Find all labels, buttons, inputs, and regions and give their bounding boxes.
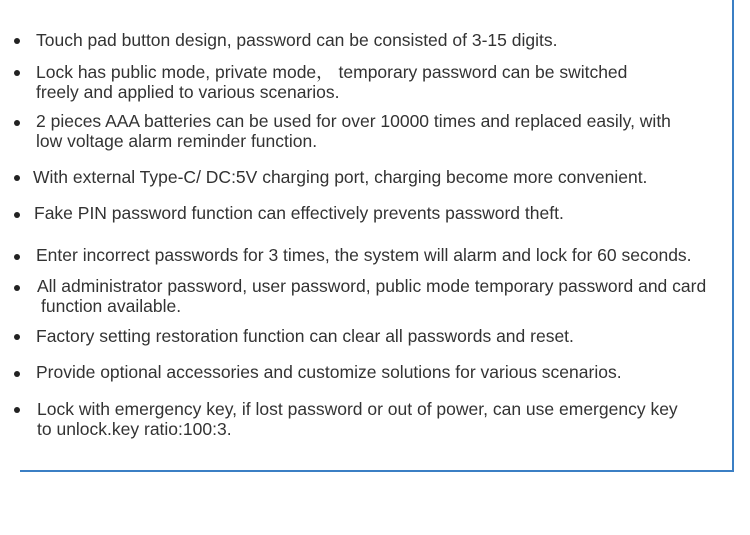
bullet-icon	[14, 70, 20, 76]
feature-line: With external Type-C/ DC:5V charging port, charging become more convenient.	[33, 167, 648, 187]
panel-right-border	[732, 0, 734, 472]
bullet-icon	[14, 285, 20, 291]
bullet-icon	[14, 120, 20, 126]
bullet-icon	[14, 38, 20, 44]
feature-line: Provide optional accessories and customize solutions for various scenarios.	[36, 362, 622, 382]
feature-item-passwords	[37, 276, 706, 316]
feature-line: Touch pad button design, password can be consisted of 3-15 digits.	[36, 30, 558, 50]
feature-item-factory-reset	[36, 326, 574, 346]
feature-item-fake-pin	[34, 203, 564, 223]
feature-line: Factory setting restoration function can clear all passwords and reset.	[36, 326, 574, 346]
bullet-icon	[14, 371, 20, 377]
bullet-icon	[14, 254, 20, 260]
feature-item-batteries	[36, 111, 671, 151]
feature-item-accessories	[36, 362, 622, 382]
feature-line: Fake PIN password function can effectively prevents password theft.	[34, 203, 564, 223]
feature-item-touch-pad	[36, 30, 557, 50]
feature-line: Lock with emergency key, if lost password or out of power, can use emergency key	[37, 399, 678, 419]
feature-line: to unlock.key ratio:100:3.	[37, 419, 232, 439]
bullet-icon	[14, 175, 20, 181]
feature-item-charging	[33, 167, 647, 187]
panel-bottom-border	[20, 470, 734, 472]
bullet-icon	[14, 334, 20, 340]
feature-item-emergency-key	[37, 399, 678, 439]
bullet-icon	[14, 212, 20, 218]
feature-item-modes	[36, 62, 627, 102]
feature-line: function available.	[41, 296, 182, 316]
feature-line: Enter incorrect passwords for 3 times, the system will alarm and lock for 60 seconds.	[36, 245, 692, 265]
feature-line: 2 pieces AAA batteries can be used for over 10000 times and replaced easily, with	[36, 111, 671, 131]
feature-line: All administrator password, user password, public mode temporary password and card	[37, 276, 707, 296]
feature-line: freely and applied to various scenarios.	[36, 82, 340, 102]
feature-line: low voltage alarm reminder function.	[36, 131, 318, 151]
bullet-icon	[14, 407, 20, 413]
feature-line: Lock has public mode, private mode， temporary password can be switched	[36, 62, 628, 82]
feature-item-alarm	[36, 245, 692, 265]
